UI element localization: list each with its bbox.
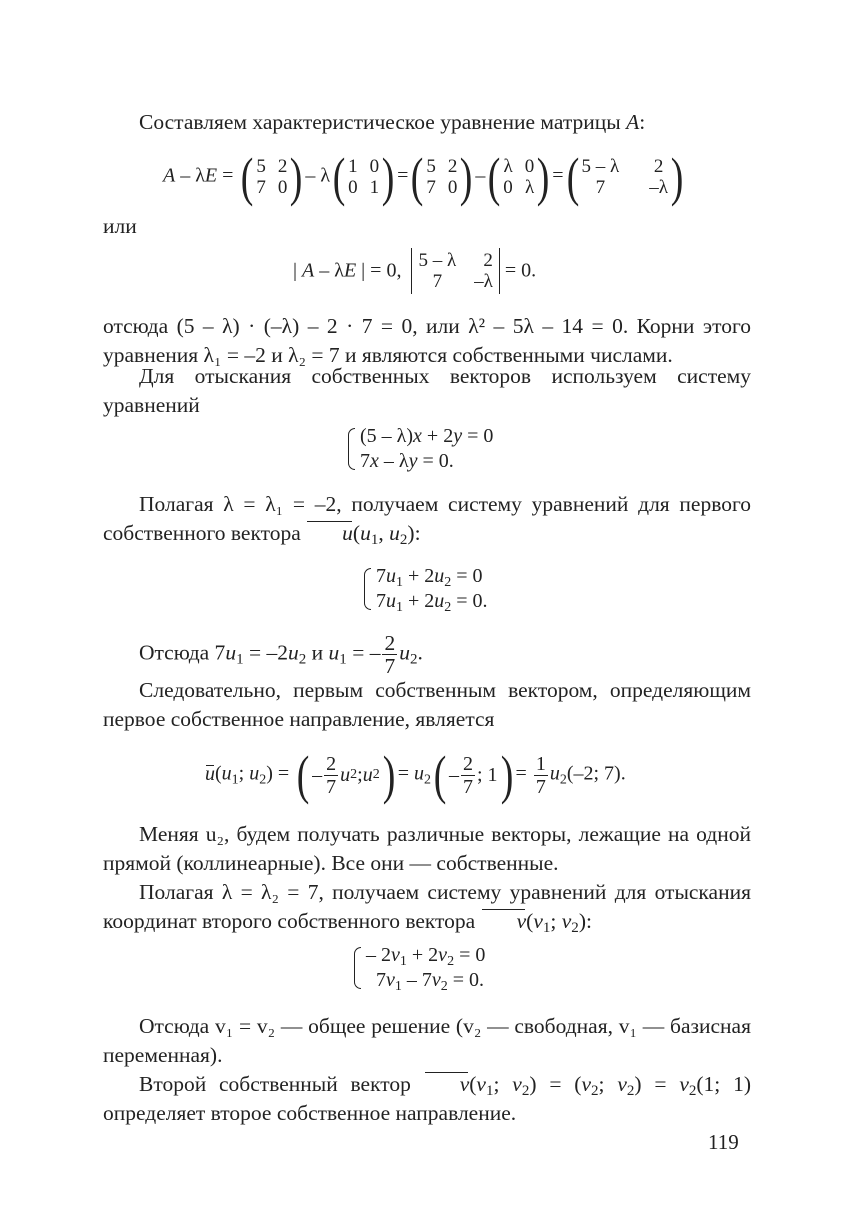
solution-text-b: = –2 [243,640,288,665]
collinear-paragraph: Меняя u₂, будем получать различные векторы, лежащие на одной прямой (коллинеарные). Все они — собственные. [103,822,751,875]
first-vector-text: Полагая λ = λ₁ = –2, получаем систему уравнений для первого собственного вектора [103,492,751,545]
general-solution-paragraph: Отсюда v₁ = v₂ — общее решение (v₂ — свободная, v₁ — базисная переменная). [103,1014,751,1067]
second-direction-text-b: определяет второе собственное направление. [103,1101,517,1125]
second-direction-text-a: Второй собственный вектор [139,1072,424,1096]
first-system: $7u_1 + 2u_2 = 0$ $7u_1 + 2u_2 = 0$. [362,564,864,614]
matrix-var: A [626,110,640,134]
second-vector-text: Полагая λ = λ₂ = 7, получаем систему уравнений для отыскания координат второго собственного вектора [103,880,751,933]
second-vector-paragraph: Полагая λ = λ₂ = 7, получаем систему уравнений для отыскания координат второго собственного вектора $v(v_1$; $v_2$): [103,880,751,937]
eigenvector-intro-paragraph: Для отыскания собственных векторов используем систему уравнений [103,364,751,417]
characteristic-matrix-equation: A – λE = ( 5 2 7 0 ) – λ ( 1 0 0 1 ) = ( 5 2 7 0 ) – ( λ 0 0 λ ) = ( 5 – λ 2 7 –λ ) [163,147,684,207]
page-number: 119 [708,1130,739,1154]
second-system: – $2v_1 + 2v_2 = 0$ $7v_1 - 7v_2 = 0$. [352,943,864,993]
intro-paragraph [103,108,751,137]
general-system: (5 – λ)x + 2y = 0 7x – λy = 0. [346,424,864,474]
solution-text-c: и [306,640,329,665]
intro-colon: : [639,110,646,134]
solution-text-a: Отсюда 7 [139,640,226,665]
first-solution-line: Отсюда $7u_1 = -2u_2$ и $u_1$ = – $\frac{2}{7}$ $u_2$. [139,631,423,678]
first-eigenvector-equation: $u(u_1$; $u_2$) = ( – $\frac{2}{7}$ u 2 ; u 2 ) = $u_2$ ( – $\frac{2}{7}$ ; 1 ) = $\frac{1}{7}$ $u_2(-2$; 7). [205,745,626,805]
second-direction-paragraph: Второй собственный вектор $v(v_1$; $v_2) = (v_2$; $v_2) = v_2(1$; 1) определяет второе собственное направление. [103,1072,751,1125]
first-vector-paragraph: Полагая λ = λ₁ = –2, получаем систему уравнений для первого собственного вектора $u(u_1$, $u_2$): [103,492,751,549]
first-direction-paragraph: Следовательно, первым собственным вектором, определяющим первое собственное направление, является [103,678,751,731]
intro-text: Составляем характеристическое уравнение матрицы [139,110,627,134]
or-word: или [103,214,137,238]
roots-paragraph: отсюда (5 – λ) · (–λ) – 2 · 7 = 0, или λ² – 5λ – 14 = 0. Корни этого уравнения λ₁ = –2 и λ₂ = 7 и являются собственными числами. [103,314,751,367]
determinant-equation: | A – λE | = 0, 5 – λ 2 7 –λ = 0. [293,250,537,292]
